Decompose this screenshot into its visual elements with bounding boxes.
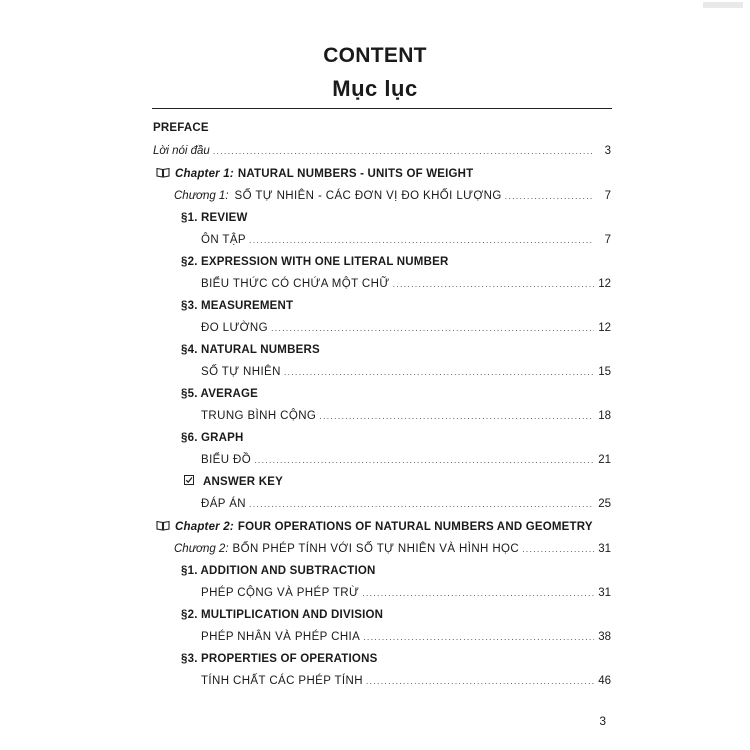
chapter-title: FOUR OPERATIONS OF NATURAL NUMBERS AND GEOMETRY <box>237 521 593 533</box>
toc-entry-label: PHÉP CỘNG VÀ PHÉP TRỪ <box>201 587 360 599</box>
toc-page-number: 31 <box>598 587 611 599</box>
leader-dots <box>319 409 594 424</box>
toc-entry-section[interactable] <box>201 630 611 645</box>
toc-entry-label: TÍNH CHẤT CÁC PHÉP TÍNH <box>201 675 363 687</box>
page-title: CONTENT <box>323 44 427 67</box>
toc-entry-label: SỐ TỰ NHIÊN <box>201 366 281 378</box>
chapter-2-heading[interactable] <box>156 519 593 534</box>
leader-dots <box>393 277 594 292</box>
section-heading: §3. MEASUREMENT <box>181 300 294 312</box>
toc-page-number: 21 <box>598 454 611 466</box>
toc-page-number: 7 <box>604 234 611 246</box>
toc-page-number: 31 <box>598 543 611 555</box>
title-divider <box>152 108 612 109</box>
toc-page-number: 7 <box>604 190 611 202</box>
toc-entry-section[interactable] <box>201 277 611 292</box>
toc-page-number: 25 <box>598 498 611 510</box>
page-number: 3 <box>599 714 606 728</box>
section-heading: §1. ADDITION AND SUBTRACTION <box>181 565 376 577</box>
toc-entry-section[interactable] <box>201 321 611 336</box>
toc-entry-preface[interactable] <box>153 144 611 159</box>
toc-entry-label: BIỂU ĐỒ <box>201 454 252 466</box>
chapter-prefix: Chapter 2: <box>175 521 234 533</box>
toc-entry-label: TRUNG BÌNH CỘNG <box>201 410 317 422</box>
toc-entry-answer-key[interactable] <box>201 497 611 512</box>
section-heading: §6. GRAPH <box>181 432 244 444</box>
toc-page-number: 12 <box>598 322 611 334</box>
toc-page-number: 46 <box>598 675 611 687</box>
toc-page-number: 38 <box>598 631 611 643</box>
chapter-vi-prefix: Chương 1: <box>174 190 229 202</box>
section-heading: §3. PROPERTIES OF OPERATIONS <box>181 653 378 665</box>
chapter-vi-title: BỐN PHÉP TÍNH VỚI SỐ TỰ NHIÊN VÀ HÌNH HỌC <box>232 543 520 555</box>
toc-entry-label: PHÉP NHÂN VÀ PHÉP CHIA <box>201 631 361 643</box>
leader-dots <box>522 542 594 557</box>
leader-dots <box>363 630 594 645</box>
toc-page-number: 12 <box>598 278 611 290</box>
scan-corner-mark <box>703 2 743 8</box>
preface-heading: PREFACE <box>153 122 209 134</box>
leader-dots <box>249 497 594 512</box>
toc-entry-section[interactable] <box>201 674 611 689</box>
chapter-vi-title: SỐ TỰ NHIÊN - CÁC ĐƠN VỊ ĐO KHỐI LƯỢNG <box>234 190 502 202</box>
chapter-prefix: Chapter 1: <box>175 168 234 180</box>
chapter-title: NATURAL NUMBERS - UNITS OF WEIGHT <box>237 168 474 180</box>
book-icon <box>156 520 170 531</box>
leader-dots <box>284 365 594 380</box>
chapter-vi-prefix: Chương 2: <box>174 543 229 555</box>
book-icon <box>156 167 170 178</box>
toc-entry-label: BIỂU THỨC CÓ CHỨA MỘT CHỮ <box>201 278 390 290</box>
toc-entry-chapter-1[interactable] <box>174 189 611 204</box>
toc-entry-section[interactable] <box>201 233 611 248</box>
section-heading: §4. NATURAL NUMBERS <box>181 344 320 356</box>
toc-page-number: 18 <box>598 410 611 422</box>
toc-entry-section[interactable] <box>201 365 611 380</box>
chapter-1-heading[interactable] <box>156 166 473 181</box>
toc-entry-section[interactable] <box>201 453 611 468</box>
toc-entry-label: ÔN TẬP <box>201 234 247 246</box>
leader-dots <box>366 674 594 689</box>
leader-dots <box>249 233 594 248</box>
toc-page-number: 3 <box>604 145 611 157</box>
leader-dots <box>505 189 594 204</box>
toc-entry-label: ĐO LƯỜNG <box>201 322 268 334</box>
leader-dots <box>254 453 594 468</box>
answer-key-heading: ANSWER KEY <box>182 475 283 490</box>
section-heading: §2. EXPRESSION WITH ONE LITERAL NUMBER <box>181 256 449 268</box>
section-heading: §5. AVERAGE <box>181 388 258 400</box>
leader-dots <box>213 144 594 159</box>
toc-page-number: 15 <box>598 366 611 378</box>
section-heading: §2. MULTIPLICATION AND DIVISION <box>181 609 384 621</box>
toc-entry-label: Lời nói đầu <box>153 145 210 157</box>
check-icon <box>184 475 194 485</box>
section-heading: §1. REVIEW <box>181 212 248 224</box>
toc-entry-section[interactable] <box>201 409 611 424</box>
toc-entry-label: ĐÁP ÁN <box>201 498 247 510</box>
toc-entry-chapter-2[interactable] <box>174 542 611 557</box>
leader-dots <box>271 321 594 336</box>
page-subtitle: Mục lục <box>332 76 418 101</box>
leader-dots <box>362 586 594 601</box>
toc-entry-section[interactable] <box>201 586 611 601</box>
